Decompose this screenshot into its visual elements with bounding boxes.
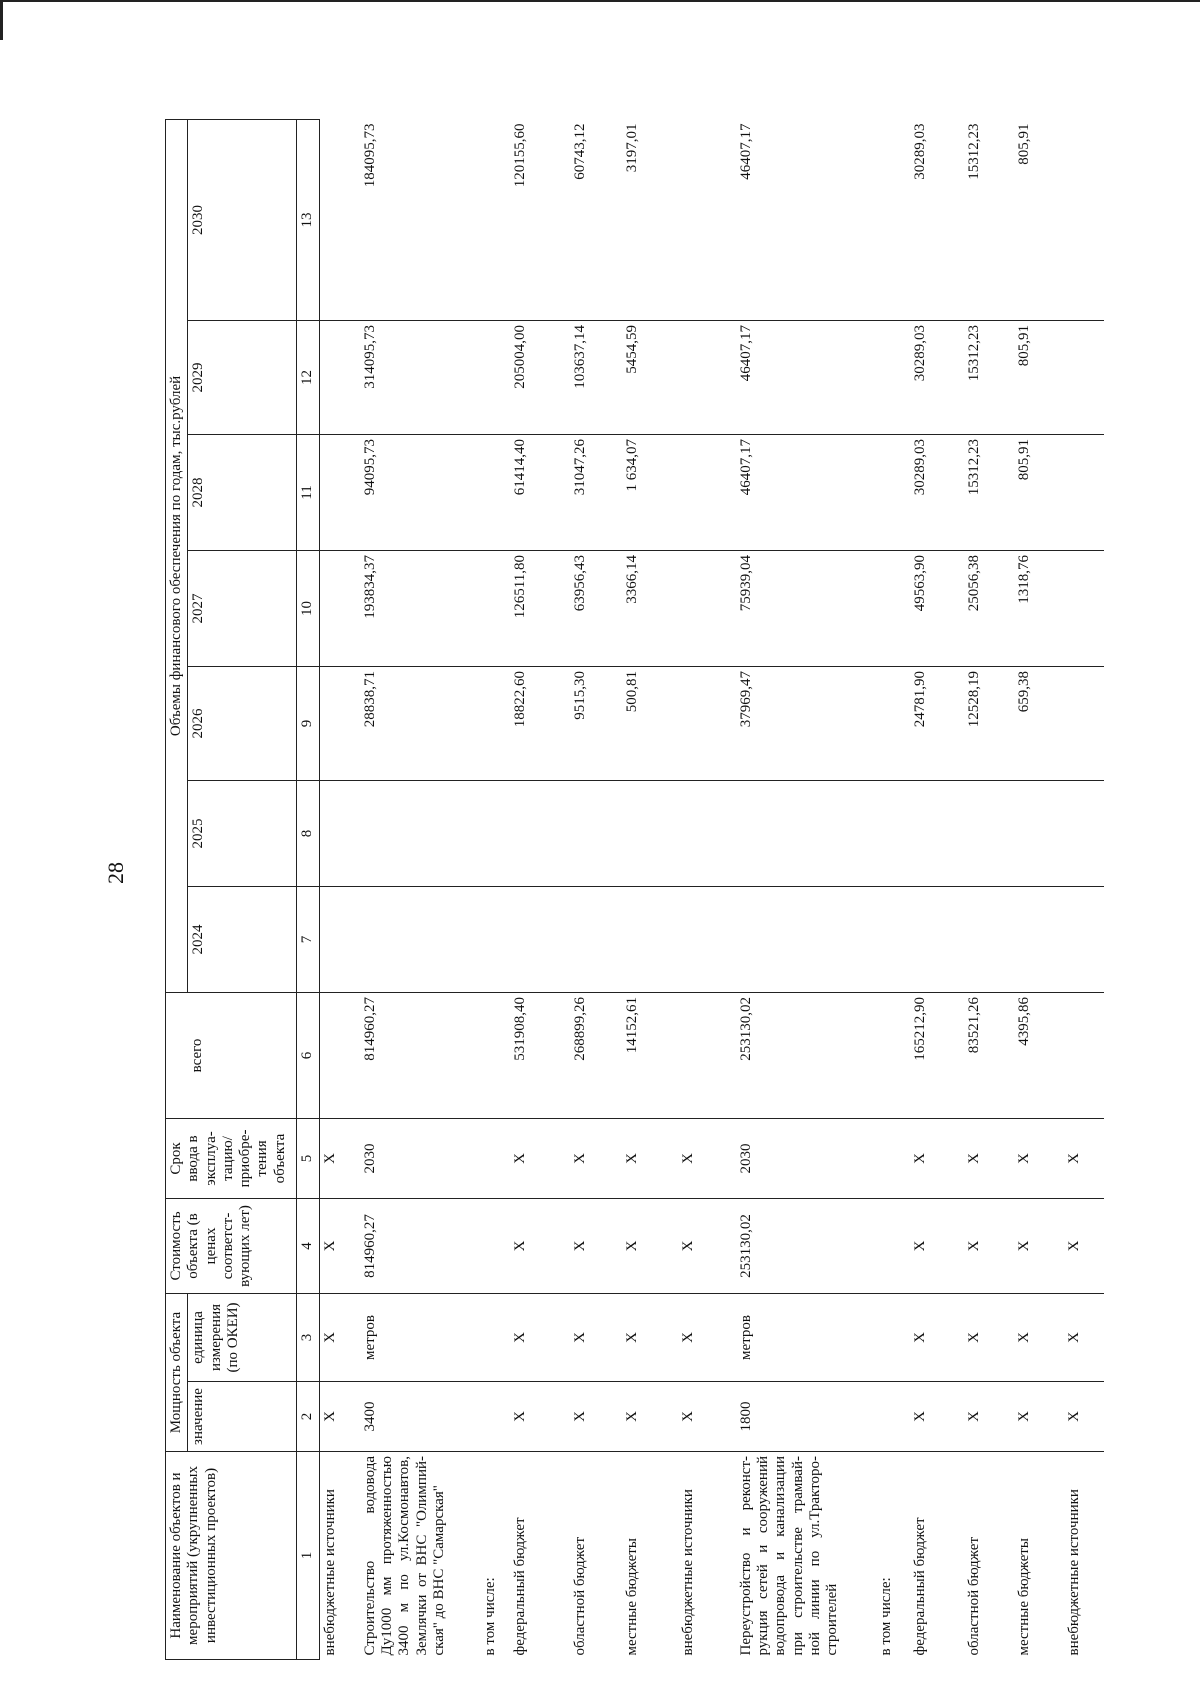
- cell-attribute: X: [570, 1382, 622, 1452]
- cell-amount: [510, 780, 570, 886]
- cell-amount: 46407,17: [736, 320, 876, 434]
- table-row: [736, 119, 876, 1659]
- cell-amount: [1064, 992, 1104, 1118]
- cell-amount: 814960,27: [360, 992, 480, 1118]
- cell-amount: [480, 780, 510, 886]
- cell-amount: [622, 886, 678, 992]
- table-row: [1064, 119, 1104, 1659]
- cell-amount: [678, 119, 736, 320]
- cell-amount: [510, 886, 570, 992]
- cell-amount: 3366,14: [622, 550, 678, 666]
- cell-amount: [678, 886, 736, 992]
- cell-attribute: X: [910, 1118, 964, 1198]
- cell-amount: 805,91: [1014, 119, 1064, 320]
- header-year-2025: 2025: [188, 780, 297, 886]
- cell-attribute: X: [320, 1198, 360, 1293]
- cell-amount: [1064, 666, 1104, 780]
- cell-attribute: X: [1064, 1118, 1104, 1198]
- cell-amount: [480, 550, 510, 666]
- cell-amount: 103637,14: [570, 320, 622, 434]
- cell-amount: [876, 666, 910, 780]
- cell-amount: 184095,73: [360, 119, 480, 320]
- cell-amount: [678, 434, 736, 550]
- table-row: [622, 119, 678, 1659]
- cell-attribute: 3400: [360, 1382, 480, 1452]
- header-year-2024: 2024: [188, 886, 297, 992]
- row-label: Строительство водовода Ду1000 мм протяженностью 3400 м по ул.Космонавтов, Землячки от ВНС "Олимпий-ская" до ВНС "Самарская": [361, 1456, 447, 1656]
- cell-attribute: X: [622, 1293, 678, 1381]
- cell-attribute: X: [622, 1382, 678, 1452]
- cell-attribute: X: [1014, 1198, 1064, 1293]
- header-capacity-unit: единица измерения (по ОКЕИ): [188, 1293, 297, 1381]
- row-label: в том числе:: [481, 1577, 498, 1656]
- cell-amount: [1064, 119, 1104, 320]
- cell-amount: 30289,03: [910, 434, 964, 550]
- cell-attribute: X: [964, 1198, 1014, 1293]
- table-row: [480, 119, 510, 1659]
- column-number: 11: [297, 434, 320, 550]
- header-total: всего: [166, 992, 297, 1118]
- cell-attribute: X: [678, 1293, 736, 1381]
- cell-attribute: [480, 1118, 510, 1198]
- cell-attribute: 2030: [360, 1118, 480, 1198]
- table-row: [1014, 119, 1064, 1659]
- cell-attribute: X: [570, 1118, 622, 1198]
- header-year-2029: 2029: [188, 320, 297, 434]
- header-cost: Стоимость объекта (в ценах соответст-вующих лет): [166, 1198, 297, 1293]
- cell-attribute: метров: [360, 1293, 480, 1381]
- cell-attribute: [876, 1198, 910, 1293]
- header-year-2026: 2026: [188, 666, 297, 780]
- table-row: [964, 119, 1014, 1659]
- cell-amount: [876, 434, 910, 550]
- cell-attribute: метров: [736, 1293, 876, 1381]
- column-number: 6: [297, 992, 320, 1118]
- cell-amount: 46407,17: [736, 119, 876, 320]
- cell-amount: 120155,60: [510, 119, 570, 320]
- cell-amount: [1064, 550, 1104, 666]
- cell-attribute: X: [320, 1293, 360, 1381]
- cell-attribute: X: [570, 1198, 622, 1293]
- cell-amount: [320, 780, 360, 886]
- table-row: [876, 119, 910, 1659]
- cell-attribute: X: [320, 1118, 360, 1198]
- cell-amount: 31047,26: [570, 434, 622, 550]
- cell-amount: 805,91: [1014, 320, 1064, 434]
- cell-amount: [736, 886, 876, 992]
- header-capacity-value: значение: [188, 1382, 297, 1452]
- cell-attribute: X: [320, 1382, 360, 1452]
- cell-amount: [480, 666, 510, 780]
- cell-attribute: X: [910, 1293, 964, 1381]
- cell-amount: 193834,37: [360, 550, 480, 666]
- rotated-table-container: [165, 120, 1082, 1660]
- cell-amount: 30289,03: [910, 320, 964, 434]
- cell-amount: [1064, 886, 1104, 992]
- cell-amount: 1318,76: [1014, 550, 1064, 666]
- table-body: [320, 119, 1104, 1659]
- cell-amount: 3197,01: [622, 119, 678, 320]
- cell-amount: 5454,59: [622, 320, 678, 434]
- table-row: [678, 119, 736, 1659]
- cell-amount: 15312,23: [964, 119, 1014, 320]
- cell-amount: 9515,30: [570, 666, 622, 780]
- cell-amount: [480, 320, 510, 434]
- cell-amount: [1014, 886, 1064, 992]
- column-number: 12: [297, 320, 320, 434]
- cell-attribute: X: [1014, 1293, 1064, 1381]
- cell-attribute: X: [678, 1198, 736, 1293]
- cell-amount: [320, 434, 360, 550]
- cell-amount: [320, 119, 360, 320]
- header-year-2030: 2030: [188, 119, 297, 320]
- cell-attribute: [480, 1293, 510, 1381]
- cell-attribute: X: [678, 1118, 736, 1198]
- cell-attribute: X: [1064, 1293, 1104, 1381]
- cell-amount: [876, 886, 910, 992]
- cell-attribute: [480, 1198, 510, 1293]
- cell-amount: 4395,86: [1014, 992, 1064, 1118]
- cell-attribute: [876, 1382, 910, 1452]
- cell-amount: [910, 780, 964, 886]
- cell-amount: [1014, 780, 1064, 886]
- column-number: 5: [297, 1118, 320, 1198]
- cell-amount: 165212,90: [910, 992, 964, 1118]
- header-object-name: Наименование объектов и мероприятий (укрупненных инвестиционных проектов): [166, 1452, 297, 1660]
- cell-amount: [876, 320, 910, 434]
- cell-amount: [320, 886, 360, 992]
- row-label: внебюджетные источники: [322, 1489, 339, 1656]
- cell-amount: 14152,61: [622, 992, 678, 1118]
- cell-attribute: X: [910, 1382, 964, 1452]
- row-label: областной бюджет: [571, 1536, 588, 1656]
- cell-attribute: X: [1014, 1118, 1064, 1198]
- cell-attribute: X: [622, 1118, 678, 1198]
- row-label: местные бюджеты: [1015, 1538, 1032, 1656]
- header-commission: Срок ввода в эксплуа-тацию/ приобре-тения объекта: [166, 1118, 297, 1198]
- cell-amount: [480, 434, 510, 550]
- cell-attribute: [876, 1118, 910, 1198]
- cell-amount: [622, 780, 678, 886]
- cell-amount: 805,91: [1014, 434, 1064, 550]
- cell-amount: [876, 119, 910, 320]
- cell-amount: 500,81: [622, 666, 678, 780]
- column-number: 9: [297, 666, 320, 780]
- cell-amount: 18822,60: [510, 666, 570, 780]
- table-row: [360, 119, 480, 1659]
- cell-attribute: [876, 1293, 910, 1381]
- cell-amount: [876, 780, 910, 886]
- cell-amount: 60743,12: [570, 119, 622, 320]
- cell-amount: 46407,17: [736, 434, 876, 550]
- cell-amount: [678, 780, 736, 886]
- header-year-2028: 2028: [188, 434, 297, 550]
- cell-attribute: X: [510, 1293, 570, 1381]
- cell-amount: [1064, 780, 1104, 886]
- cell-amount: 126511,80: [510, 550, 570, 666]
- column-number: 10: [297, 550, 320, 666]
- column-number: 2: [297, 1382, 320, 1452]
- row-label: федеральный бюджет: [511, 1517, 528, 1656]
- cell-amount: 94095,73: [360, 434, 480, 550]
- cell-amount: 253130,02: [736, 992, 876, 1118]
- page-number: 28: [103, 862, 128, 884]
- cell-amount: [876, 992, 910, 1118]
- cell-attribute: 2030: [736, 1118, 876, 1198]
- cell-attribute: 814960,27: [360, 1198, 480, 1293]
- header-volumes: Объемы финансового обеспечения по годам, тыс.рублей: [166, 119, 188, 992]
- cell-amount: [570, 780, 622, 886]
- column-number-row: [297, 119, 320, 1659]
- cell-attribute: X: [1014, 1382, 1064, 1452]
- cell-attribute: X: [510, 1118, 570, 1198]
- cell-amount: [876, 550, 910, 666]
- cell-amount: [320, 320, 360, 434]
- cell-attribute: X: [964, 1118, 1014, 1198]
- cell-attribute: 253130,02: [736, 1198, 876, 1293]
- cell-amount: 15312,23: [964, 434, 1014, 550]
- cell-attribute: [480, 1382, 510, 1452]
- cell-amount: 75939,04: [736, 550, 876, 666]
- cell-attribute: X: [1064, 1198, 1104, 1293]
- row-label: внебюджетные источники: [679, 1489, 696, 1656]
- cell-amount: [480, 886, 510, 992]
- cell-amount: 61414,40: [510, 434, 570, 550]
- cell-attribute: X: [678, 1382, 736, 1452]
- cell-amount: 314095,73: [360, 320, 480, 434]
- table-row: [510, 119, 570, 1659]
- cell-amount: 268899,26: [570, 992, 622, 1118]
- header-capacity: Мощность объекта: [166, 1293, 188, 1451]
- cell-attribute: X: [622, 1198, 678, 1293]
- cell-attribute: X: [1064, 1382, 1104, 1452]
- cell-amount: [964, 780, 1014, 886]
- row-label: внебюджетные источники: [1065, 1489, 1082, 1656]
- cell-attribute: X: [510, 1382, 570, 1452]
- table-row: [320, 119, 360, 1659]
- cell-amount: 205004,00: [510, 320, 570, 434]
- scan-edge: [0, 0, 1200, 2]
- cell-amount: [910, 886, 964, 992]
- row-label: федеральный бюджет: [911, 1517, 928, 1656]
- cell-amount: [678, 992, 736, 1118]
- cell-amount: 659,38: [1014, 666, 1064, 780]
- cell-amount: [678, 666, 736, 780]
- cell-amount: 1 634,07: [622, 434, 678, 550]
- cell-attribute: X: [510, 1198, 570, 1293]
- cell-amount: 83521,26: [964, 992, 1014, 1118]
- column-number: 8: [297, 780, 320, 886]
- cell-amount: [360, 780, 480, 886]
- column-number: 7: [297, 886, 320, 992]
- cell-amount: [320, 550, 360, 666]
- cell-amount: 12528,19: [964, 666, 1014, 780]
- cell-amount: [1064, 434, 1104, 550]
- cell-amount: [480, 992, 510, 1118]
- header-year-2027: 2027: [188, 550, 297, 666]
- cell-amount: [320, 992, 360, 1118]
- cell-amount: [360, 886, 480, 992]
- cell-amount: [1064, 320, 1104, 434]
- cell-amount: [480, 119, 510, 320]
- cell-amount: [678, 550, 736, 666]
- row-label: местные бюджеты: [623, 1538, 640, 1656]
- cell-attribute: X: [910, 1198, 964, 1293]
- cell-amount: [964, 886, 1014, 992]
- row-label: областной бюджет: [965, 1536, 982, 1656]
- cell-attribute: 1800: [736, 1382, 876, 1452]
- cell-amount: [320, 666, 360, 780]
- column-number: 4: [297, 1198, 320, 1293]
- cell-amount: 28838,71: [360, 666, 480, 780]
- cell-amount: 531908,40: [510, 992, 570, 1118]
- cell-amount: 49563,90: [910, 550, 964, 666]
- cell-amount: [736, 780, 876, 886]
- column-number: 1: [297, 1452, 320, 1660]
- cell-amount: [570, 886, 622, 992]
- column-number: 3: [297, 1293, 320, 1381]
- cell-amount: 63956,43: [570, 550, 622, 666]
- cell-amount: 30289,03: [910, 119, 964, 320]
- cell-attribute: X: [570, 1293, 622, 1381]
- scan-edge-mark: [0, 0, 3, 40]
- budget-table: [165, 119, 1104, 1660]
- row-label: Переустройство и реконст-рукция сетей и сооружений водопровода и канализации при строительстве трамвай-ной линии по ул.Тракторо-строителей: [737, 1456, 840, 1656]
- table-row: [910, 119, 964, 1659]
- table-row: [570, 119, 622, 1659]
- cell-attribute: X: [964, 1382, 1014, 1452]
- cell-amount: [678, 320, 736, 434]
- cell-amount: 25056,38: [964, 550, 1014, 666]
- cell-amount: 24781,90: [910, 666, 964, 780]
- column-number: 13: [297, 119, 320, 320]
- cell-attribute: X: [964, 1293, 1014, 1381]
- cell-amount: 37969,47: [736, 666, 876, 780]
- row-label: в том числе:: [877, 1577, 894, 1656]
- cell-amount: 15312,23: [964, 320, 1014, 434]
